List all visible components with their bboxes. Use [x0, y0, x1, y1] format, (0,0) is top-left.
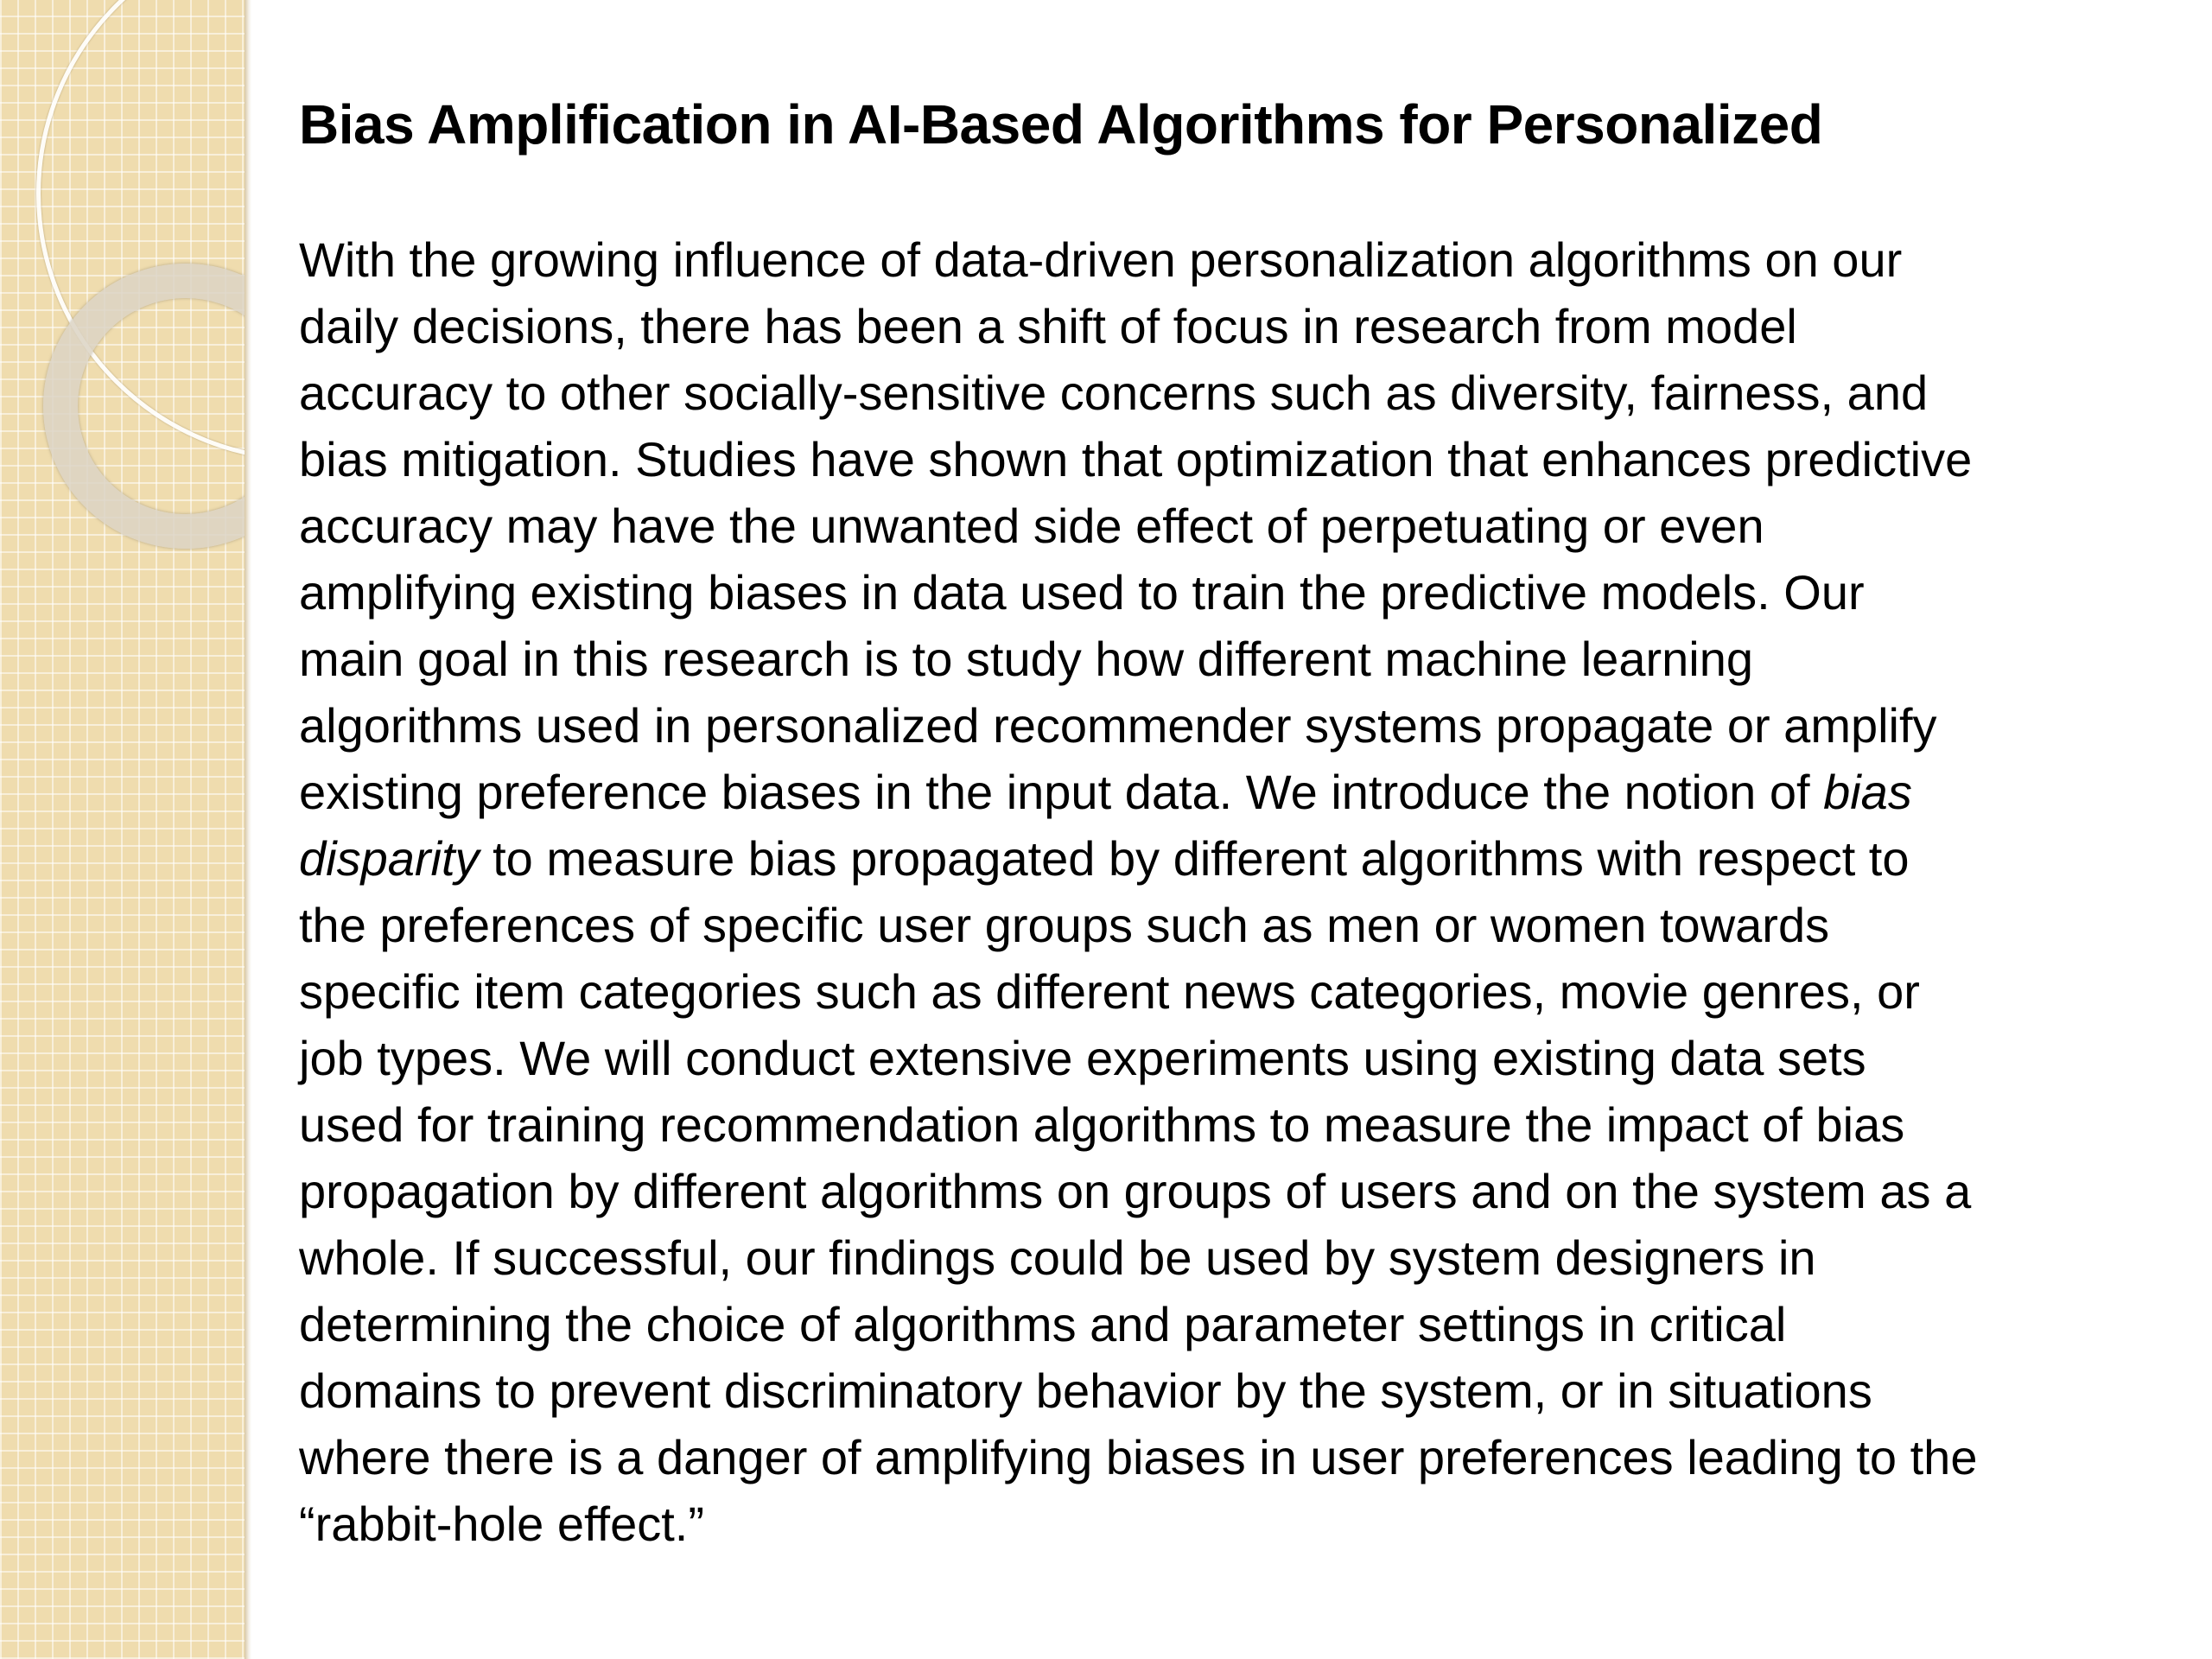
abstract-line: determining the choice of algorithms and parameter settings in critical — [299, 1297, 1787, 1351]
abstract-line: accuracy to other socially-sensitive concerns such as diversity, fairness, and — [299, 365, 1929, 420]
term-bias-disparity: disparity — [299, 831, 480, 886]
abstract-line: propagation by different algorithms on groups of users and on the system as a — [299, 1164, 1972, 1218]
side-panel-edge — [245, 0, 251, 1659]
abstract-line: bias mitigation. Studies have shown that optimization that enhances predictive — [299, 432, 1973, 486]
abstract-line: specific item categories such as different news categories, movie genres, or — [299, 964, 1920, 1019]
abstract-line: where there is a danger of amplifying biases in user preferences leading to the — [299, 1430, 1978, 1484]
abstract-line: the preferences of specific user groups such as men or women towards — [299, 898, 1830, 952]
abstract-line: algorithms used in personalized recommender systems propagate or amplify — [299, 698, 1937, 753]
abstract-line: accuracy may have the unwanted side effect of perpetuating or even — [299, 499, 1764, 553]
abstract-line: disparity to measure bias propagated by different algorithms with respect to — [299, 831, 1910, 886]
abstract-line: existing preference biases in the input data. We introduce the notion of bias — [299, 765, 1912, 819]
abstract-line: used for training recommendation algorithms to measure the impact of bias — [299, 1097, 1905, 1152]
abstract-line: domains to prevent discriminatory behavior by the system, or in situations — [299, 1363, 1872, 1418]
abstract-body — [299, 226, 2062, 1557]
abstract-line: With the growing influence of data-driven personalization algorithms on our — [299, 232, 1903, 287]
term-bias-disparity: bias — [1823, 765, 1912, 819]
abstract-line: whole. If successful, our findings could be used by system designers in — [299, 1230, 1816, 1285]
abstract-line: main goal in this research is to study how different machine learning — [299, 632, 1753, 686]
abstract-line: daily decisions, there has been a shift of focus in research from model — [299, 299, 1797, 353]
decorative-side-panel — [0, 0, 245, 1659]
abstract-line: amplifying existing biases in data used to train the predictive models. Our — [299, 565, 1865, 620]
abstract-line: “rabbit-hole effect.” — [299, 1497, 704, 1551]
abstract-line: job types. We will conduct extensive experiments using existing data sets — [299, 1031, 1866, 1085]
slide-title: Bias Amplification in AI-Based Algorithms for Personalized — [299, 93, 1823, 156]
slide-content — [299, 90, 2062, 1557]
